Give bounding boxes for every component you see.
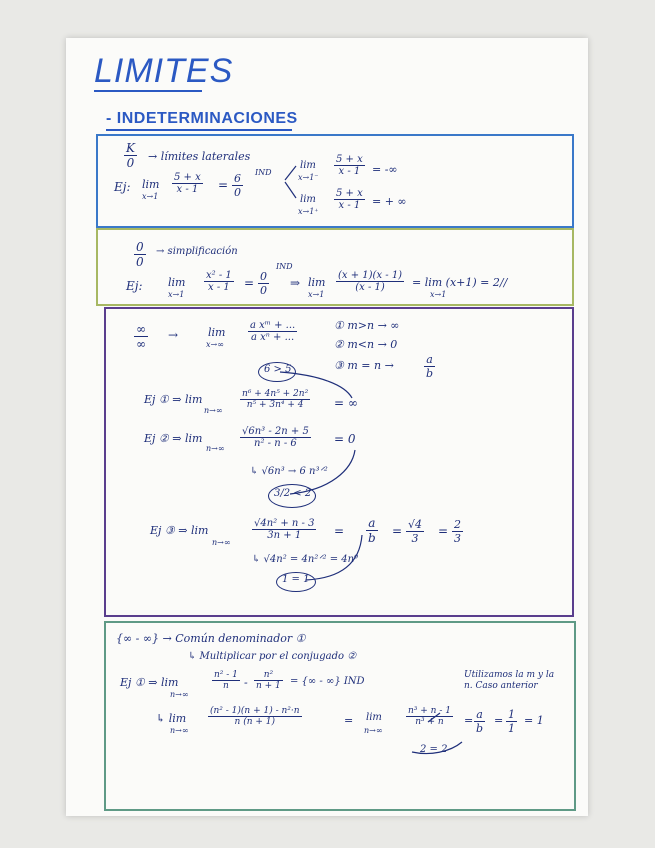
ej3-work: ↳ √4n² = 4n²ᐟ² = 4n⁰ [252,554,359,565]
lim-2: lim [168,276,186,289]
ej2-result: = 0 [334,432,356,446]
ej4-step-lim: ↳ lim [156,712,187,725]
ej-label-2: Ej: [126,279,143,293]
simplification-label: → simplificación [156,246,238,257]
page-subtitle: - INDETERMINACIONES [106,110,298,127]
lim-sub-2b: x→1 [308,290,325,299]
implies-2: ⇒ [290,276,301,290]
lim-left-sub: x→1⁻ [298,173,319,182]
left-result: = -∞ [372,163,398,176]
ej2-sub: n→∞ [206,444,225,453]
ej2-label: Ej ② ⇒ lim [144,432,203,445]
ej1-note: 6 > 5 [264,364,292,375]
case-3: ③ m = n → [334,359,394,372]
ej4-lim-2: lim [366,712,382,723]
ej3-equals-2: = [392,524,403,538]
ej4-step2-fraction: $\frac{\text{n³ + n - 1}}{\text{n³ + n}}$ [408,706,451,727]
page-title: LIMITES [94,52,234,90]
ej3-equals-3: = [438,524,449,538]
ej3-equals: = [334,524,345,538]
ej4-one-fraction: $\frac{1}{1}$ [508,708,515,735]
lim-sub-2c: x→1 [430,290,447,299]
equals-1: = [218,178,229,192]
arrow-3: → [168,328,179,342]
ej3-sub: n→∞ [212,538,231,547]
ej4-term-1: $\frac{\text{n² - 1}}{n}$ [214,670,238,691]
ej4-equals-2: = [464,714,474,727]
k-over-zero-form: $\frac{K}{0}$ [126,141,135,170]
ej4-degree-note: 2 = 2 [420,744,448,755]
indeterminate-form-1: $\frac{6}{0}$ [234,172,241,199]
ej4-step-sub: n→∞ [170,726,189,735]
ej3-label: Ej ③ ⇒ lim [150,524,209,537]
k-form-label: → límites laterales [148,150,251,163]
inf-over-inf-form: ∞ ∞ [136,322,146,351]
expr-fraction-2: $\frac{\text{x² - 1}}{x - 1}$ [206,270,232,293]
lim-right-sub: x→1⁺ [298,207,319,216]
expr-fraction-1: $\frac{5 + x}{x - 1}$ [174,172,201,195]
ej4-equals-3: = [494,714,504,727]
ej3-ab-fraction: $\frac{a}{b}$ [368,516,376,545]
lim-2b: lim [308,276,326,289]
ej3-fraction: $\frac{\text{√4n² + n - 3}}{3n + 1}$ [254,518,315,541]
ej3-result-fraction: $\frac{2}{3}$ [454,518,461,545]
inf-minus-inf-method-2: ↳ Multiplicar por el conjugado ② [188,651,357,662]
lim-3: lim [208,326,226,339]
case-1: ① m>n → ∞ [334,319,400,332]
ej4-ab-fraction: $\frac{a}{b}$ [476,708,484,735]
inf-minus-inf-method-1: {∞ - ∞} → Común denominador ① [116,632,306,645]
case-2: ② m<n → 0 [334,338,398,351]
right-result: = + ∞ [372,195,407,208]
ej1-fraction: $\frac{\text{n⁶ + 4n⁵ + 2n²}}{\text{n⁵ + 3n⁴ + 4}}$ [242,389,309,410]
ej2-work: ↳ √6n³ → 6 n³ᐟ² [250,466,328,477]
case-3-fraction: $\frac{a}{b}$ [426,353,434,380]
zero-over-zero-form: $\frac{0}{0}$ [136,240,144,269]
ind-label-2: IND [276,262,293,271]
lim-sub-1: x→1 [142,192,159,201]
equals-2: = [244,276,255,290]
ej2-note: 3/2 < 2 [274,488,312,499]
factored-fraction: $\frac{(x + 1)(x - 1)}{(x - 1)}$ [338,270,403,293]
lim-right: lim [300,194,316,205]
general-fraction: $\frac{\text{a xᵐ + ...}}{\text{a xⁿ + ...}}$ [250,320,296,343]
simplified-result: = lim (x+1) = 2// [412,276,508,289]
ej4-label: Ej ① ⇒ lim [120,676,179,689]
ej2-fraction: $\frac{\text{√6n³ - 2n + 5}}{\text{n² - n - 6}}$ [242,426,309,449]
ej4-step-fraction: $\frac{\text{(n² - 1)(n + 1) - n²·n}}{n (n + 1)}$ [210,706,300,727]
ej4-lim-2-sub: n→∞ [364,726,383,735]
expr-right: $\frac{5 + x}{x - 1}$ [336,188,363,211]
ej4-sub: n→∞ [170,690,189,699]
ej1-sub: n→∞ [204,406,223,415]
ej4-side-note: Utilizamos la m y la n. Caso anterior [464,670,555,691]
ej4-form-result: = {∞ - ∞} IND [290,676,365,687]
indeterminate-form-2: $\frac{0}{0}$ [260,270,267,297]
lim-1: lim [142,178,160,191]
ej-label-1: Ej: [114,180,131,194]
ej4-step-equals: = [344,714,354,727]
ej1-label: Ej ① ⇒ lim [144,393,203,406]
lim-sub-3: x→∞ [206,340,224,349]
ej4-final-result: = 1 [524,714,544,727]
ej4-minus: - [244,676,248,689]
ej1-result: = ∞ [334,396,358,410]
lim-left: lim [300,160,316,171]
lim-sub-2: x→1 [168,290,185,299]
ind-label-1: IND [255,168,272,177]
expr-left: $\frac{5 + x}{x - 1}$ [336,154,363,177]
ej3-note: 1 = 1 [282,574,310,585]
ej4-term-2: $\frac{\text{n²}}{n + 1}$ [256,670,281,691]
ej3-root-fraction: $\frac{√4}{3}$ [408,518,423,545]
